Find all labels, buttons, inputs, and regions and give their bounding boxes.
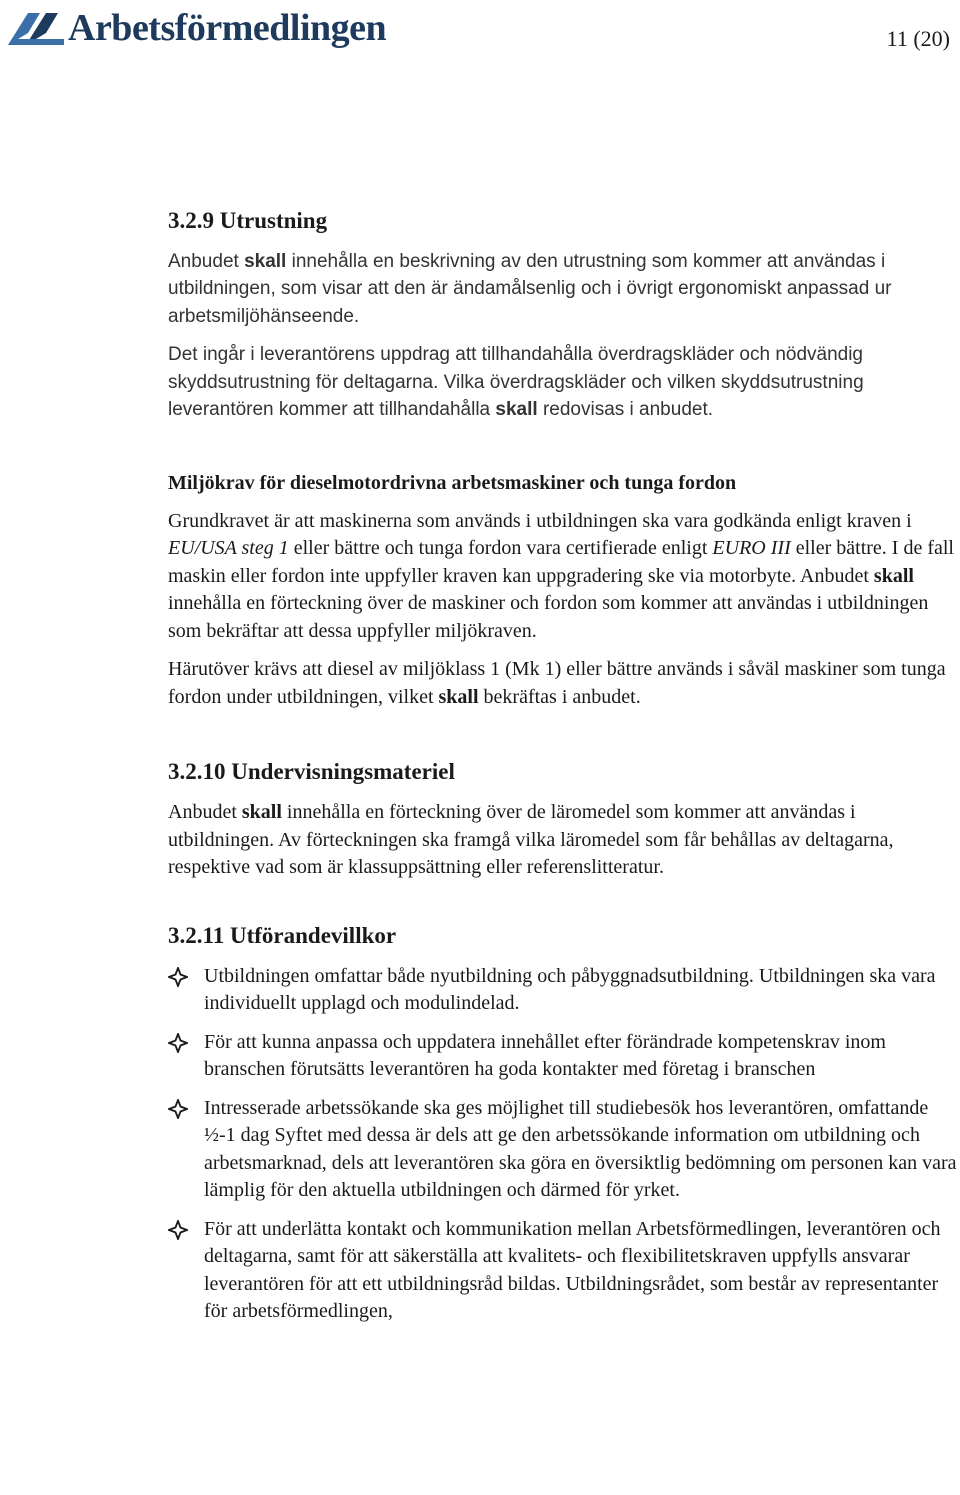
subheading-miljokrav: Miljökrav för dieselmotordrivna arbetsmaskiner och tunga fordon bbox=[168, 471, 737, 494]
arbetsformedlingen-logo bbox=[6, 4, 386, 52]
section-heading-3-2-11: 3.2.11 Utförandevillkor bbox=[168, 922, 397, 948]
paragraph-utrustning-2: Det ingår i leverantörens uppdrag att tillhandahålla överdragskläder och nödvändig skyddsutrustning för deltagarna. Vilka överdragskläder och vilken skyddsutrustning leverantören kommer att tillhandahålla skall redovisas i anbudet. bbox=[168, 344, 864, 421]
utforandevillkor-list bbox=[168, 963, 960, 1326]
paragraph-utrustning-1: Anbudet skall innehålla en beskrivning av den utrustning som kommer att användas i utbildningen, som visar att den är ändamålsenlig och i övrigt ergonomiskt anpassad ur arbetsmiljöhänseende. bbox=[168, 250, 892, 327]
list-item: Utbildningen omfattar både nyutbildning och påbyggnadsutbildning. Utbildningen ska vara individuellt upplagd och modulindelad. bbox=[168, 963, 960, 1018]
section-heading-3-2-9: 3.2.9 Utrustning bbox=[168, 208, 328, 233]
logo-text: Arbetsförmedlingen bbox=[68, 7, 387, 49]
four-point-star-outline-icon bbox=[168, 1220, 188, 1240]
paragraph-undervisningsmateriel: Anbudet skall innehålla en förteckning över de läromedel som kommer att användas i utbildningen. Av förteckningen ska framgå vilka läromedel som får behållas av deltagarna, respektive vad som är klassuppsättning eller referenslitteratur. bbox=[168, 801, 894, 879]
page-header bbox=[0, 0, 960, 60]
section-heading-3-2-10: 3.2.10 Undervisningsmateriel bbox=[168, 759, 455, 785]
four-point-star-outline-icon bbox=[168, 967, 188, 987]
list-item: Intresserade arbetssökande ska ges möjlighet till studiebesök hos leverantören, omfattande ½-1 dag Syftet med dessa är dels att ge den arbetssökande information om utbildning och arbetsmarknad, dels att leverantören ska göra en översiktlig bedömning om personen kan vara lämplig för den aktuella utbildningen och därmed för yrket. bbox=[168, 1095, 960, 1205]
logo-mark-icon bbox=[6, 9, 66, 47]
list-item: För att underlätta kontakt och kommunikation mellan Arbetsförmedlingen, leverantören och deltagarna, samt för att säkerställa att kvalitets- och flexibilitetskraven uppfylls ansvarar leverantören för att ett utbildningsråd bildas. Utbildningsrådet, som består av representanter för arbetsförmedlingen, bbox=[168, 1216, 960, 1326]
list-item: För att kunna anpassa och uppdatera innehållet efter förändrade kompetenskrav inom branschen förutsätts leverantören ha goda kontakter med företag i branschen bbox=[168, 1029, 960, 1084]
four-point-star-outline-icon bbox=[168, 1033, 188, 1053]
paragraph-miljokrav-1: Grundkravet är att maskinerna som används i utbildningen ska vara godkända enligt kraven i EU/USA steg 1 eller bättre och tunga fordon vara certifierade enligt EURO III eller bättre. I de fall maskin eller fordon inte uppfyller kraven kan uppgradering ske via motorbyte. Anbudet skall innehålla en förteckning över de maskiner och fordon som kommer att användas i utbildningen som bekräftar att dessa uppfyller miljökraven. bbox=[168, 509, 954, 642]
paragraph-miljokrav-2: Härutöver krävs att diesel av miljöklass 1 (Mk 1) eller bättre används i såväl maskiner som tunga fordon under utbildningen, vilket skall bekräftas i anbudet. bbox=[168, 658, 946, 708]
four-point-star-outline-icon bbox=[168, 1099, 188, 1119]
page-number: 11 (20) bbox=[886, 26, 950, 51]
document-body bbox=[168, 206, 960, 1337]
